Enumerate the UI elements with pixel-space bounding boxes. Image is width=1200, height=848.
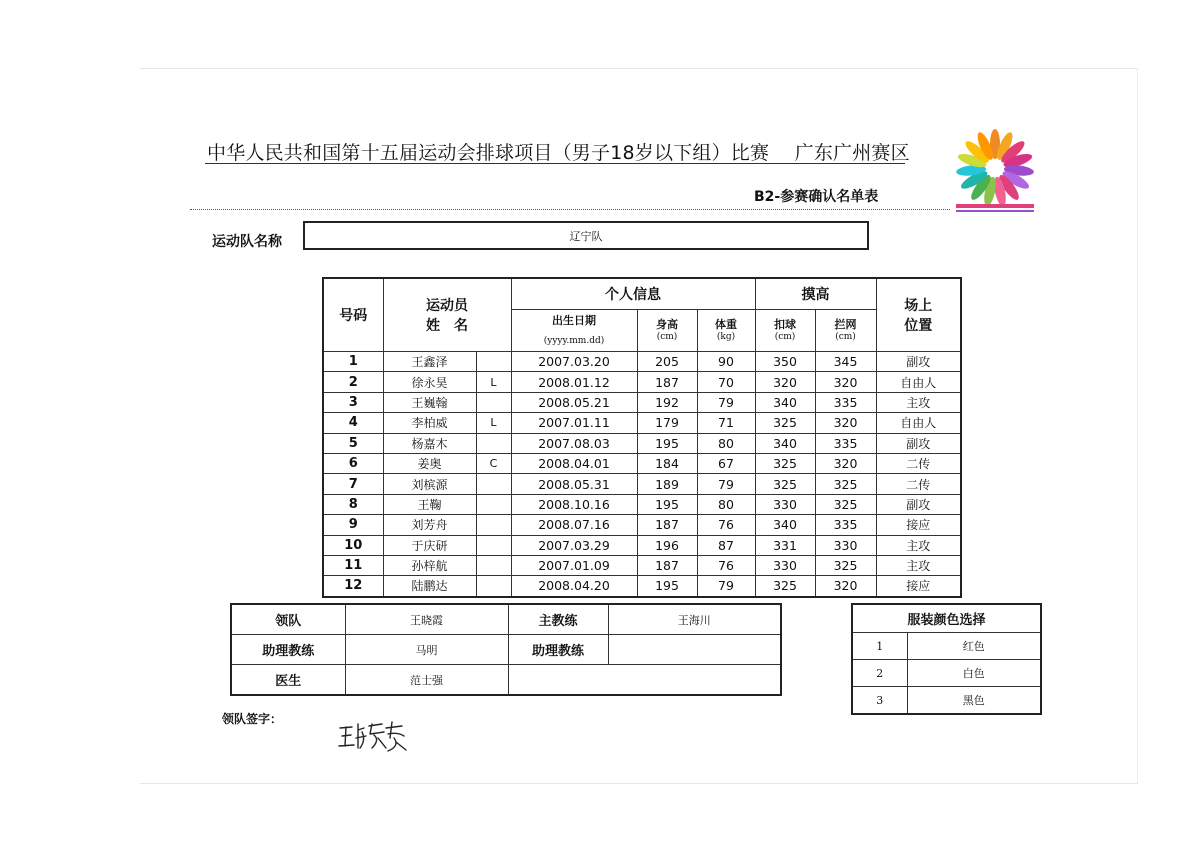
player-position: 副攻: [876, 433, 961, 453]
player-birth: 2007.03.20: [511, 352, 637, 372]
header-reach: 摸高: [755, 278, 876, 310]
header-number: 号码: [323, 278, 383, 352]
team-name-label: 运动队名称: [212, 234, 282, 250]
player-block: 335: [815, 433, 876, 453]
player-position: 二传: [876, 474, 961, 494]
player-weight: 71: [697, 413, 755, 433]
player-number: 4: [323, 413, 383, 433]
player-number: 2: [323, 372, 383, 392]
player-number: 9: [323, 515, 383, 535]
player-block: 330: [815, 535, 876, 555]
player-spike: 350: [755, 352, 815, 372]
player-number: 1: [323, 352, 383, 372]
player-mark: [476, 576, 511, 597]
player-weight: 87: [697, 535, 755, 555]
header-spike: [755, 310, 815, 352]
uniform-option-color: 白色: [907, 660, 1041, 687]
sheet-top-edge: [140, 68, 1138, 69]
header-birth-unit: (yyyy.mm.dd): [543, 335, 605, 346]
player-row: [323, 555, 961, 575]
player-row: [323, 433, 961, 453]
player-birth: 2008.04.01: [511, 453, 637, 473]
player-number: 3: [323, 392, 383, 412]
assistant-coach-label: 助理教练: [231, 635, 345, 665]
player-row: [323, 372, 961, 392]
player-mark: [476, 515, 511, 535]
player-name: 陆鹏达: [383, 576, 476, 597]
player-spike: 330: [755, 555, 815, 575]
staff-table: [230, 603, 782, 696]
roster-header-row: [323, 278, 961, 310]
player-birth: 2007.08.03: [511, 433, 637, 453]
head-coach-label: 主教练: [508, 604, 608, 635]
player-position: 接应: [876, 515, 961, 535]
player-block: 325: [815, 555, 876, 575]
player-birth: 2008.10.16: [511, 494, 637, 514]
uniform-option-number: 2: [852, 660, 907, 687]
uniform-option-color: 红色: [907, 633, 1041, 660]
player-position: 副攻: [876, 494, 961, 514]
header-athlete: [383, 278, 511, 352]
header-block-label: 拦网: [834, 317, 857, 331]
player-block: 325: [815, 474, 876, 494]
player-spike: 325: [755, 576, 815, 597]
player-spike: 340: [755, 392, 815, 412]
player-weight: 79: [697, 392, 755, 412]
player-row: [323, 515, 961, 535]
header-spike-unit: (cm): [774, 331, 796, 342]
staff-empty-cell: [508, 665, 781, 696]
header-weight-unit: (kg): [716, 331, 736, 342]
leader-label: 领队: [231, 604, 345, 635]
player-position: 自由人: [876, 413, 961, 433]
player-spike: 340: [755, 515, 815, 535]
player-name: 李柏威: [383, 413, 476, 433]
player-name: 王巍翰: [383, 392, 476, 412]
player-weight: 76: [697, 515, 755, 535]
player-weight: 90: [697, 352, 755, 372]
player-row: [323, 494, 961, 514]
player-birth: 2008.05.21: [511, 392, 637, 412]
player-row: [323, 474, 961, 494]
header-athlete-line1: 运动员: [426, 298, 468, 314]
header-height: [637, 310, 697, 352]
player-birth: 2008.01.12: [511, 372, 637, 392]
player-name: 徐永昊: [383, 372, 476, 392]
signature-label: 领队签字：: [222, 712, 283, 726]
player-birth: 2007.01.11: [511, 413, 637, 433]
player-weight: 70: [697, 372, 755, 392]
staff-row: [231, 635, 781, 665]
staff-row: [231, 665, 781, 696]
player-number: 12: [323, 576, 383, 597]
player-name: 孙梓航: [383, 555, 476, 575]
player-mark: [476, 392, 511, 412]
player-block: 320: [815, 372, 876, 392]
player-row: [323, 576, 961, 597]
dotted-divider: [190, 209, 950, 210]
player-row: [323, 453, 961, 473]
header-position-line1: 场上: [904, 298, 933, 314]
player-height: 195: [637, 433, 697, 453]
player-name: 王鑫泽: [383, 352, 476, 372]
uniform-color-table: [851, 603, 1042, 715]
form-code: B2-参赛确认名单表: [754, 189, 879, 205]
header-weight-label: 体重: [715, 317, 737, 331]
document-title: 中华人民共和国第十五届运动会排球项目（男子18岁以下组）比赛 广东广州赛区: [207, 142, 910, 164]
leader-value: 王晓霞: [345, 604, 508, 635]
header-birth-label: 出生日期: [552, 313, 596, 327]
player-height: 195: [637, 494, 697, 514]
header-birth: [511, 310, 637, 352]
player-mark: [476, 535, 511, 555]
player-weight: 79: [697, 474, 755, 494]
player-spike: 320: [755, 372, 815, 392]
player-name: 刘芳舟: [383, 515, 476, 535]
player-spike: 340: [755, 433, 815, 453]
player-position: 自由人: [876, 372, 961, 392]
leader-signature: [336, 718, 410, 754]
player-block: 320: [815, 576, 876, 597]
player-block: 325: [815, 494, 876, 514]
uniform-header-row: [852, 604, 1041, 633]
assistant-coach-2-label: 助理教练: [508, 635, 608, 665]
doctor-label: 医生: [231, 665, 345, 696]
header-position: [876, 278, 961, 352]
player-spike: 325: [755, 413, 815, 433]
player-mark: C: [476, 453, 511, 473]
uniform-option-row: [852, 660, 1041, 687]
player-weight: 80: [697, 494, 755, 514]
header-height-unit: (cm): [656, 331, 678, 342]
player-birth: 2008.07.16: [511, 515, 637, 535]
player-block: 335: [815, 392, 876, 412]
sheet-bottom-edge: [140, 783, 1138, 784]
player-height: 179: [637, 413, 697, 433]
header-athlete-line2: 姓 名: [426, 318, 468, 334]
player-weight: 80: [697, 433, 755, 453]
uniform-option-number: 3: [852, 687, 907, 715]
player-mark: [476, 352, 511, 372]
player-name: 于庆研: [383, 535, 476, 555]
player-number: 6: [323, 453, 383, 473]
player-height: 195: [637, 576, 697, 597]
player-name: 王鞠: [383, 494, 476, 514]
player-position: 接应: [876, 576, 961, 597]
sheet-right-edge: [1137, 68, 1138, 783]
games-logo-icon: [952, 124, 1038, 220]
player-height: 192: [637, 392, 697, 412]
player-position: 主攻: [876, 392, 961, 412]
player-mark: [476, 433, 511, 453]
player-number: 10: [323, 535, 383, 555]
player-block: 320: [815, 453, 876, 473]
player-row: [323, 413, 961, 433]
player-mark: [476, 474, 511, 494]
header-spike-label: 扣球: [774, 317, 796, 331]
player-mark: [476, 555, 511, 575]
header-block: [815, 310, 876, 352]
player-number: 11: [323, 555, 383, 575]
player-height: 205: [637, 352, 697, 372]
player-block: 320: [815, 413, 876, 433]
player-spike: 331: [755, 535, 815, 555]
uniform-option-row: [852, 687, 1041, 715]
player-row: [323, 352, 961, 372]
player-height: 196: [637, 535, 697, 555]
player-name: 姜奥: [383, 453, 476, 473]
header-weight: [697, 310, 755, 352]
player-height: 189: [637, 474, 697, 494]
player-weight: 76: [697, 555, 755, 575]
player-mark: L: [476, 413, 511, 433]
assistant-coach-value: 马明: [345, 635, 508, 665]
player-position: 副攻: [876, 352, 961, 372]
header-height-label: 身高: [656, 317, 678, 331]
player-number: 7: [323, 474, 383, 494]
player-spike: 325: [755, 453, 815, 473]
player-name: 刘槟源: [383, 474, 476, 494]
player-birth: 2008.05.31: [511, 474, 637, 494]
logo-petals: [956, 129, 1035, 207]
staff-row: [231, 604, 781, 635]
player-height: 184: [637, 453, 697, 473]
player-block: 335: [815, 515, 876, 535]
player-number: 8: [323, 494, 383, 514]
header-block-unit: (cm): [835, 331, 856, 342]
player-position: 主攻: [876, 535, 961, 555]
uniform-option-number: 1: [852, 633, 907, 660]
roster-table: [322, 277, 962, 598]
player-birth: 2007.03.29: [511, 535, 637, 555]
team-name-field: [303, 221, 869, 250]
doctor-value: 范士强: [345, 665, 508, 696]
player-mark: [476, 494, 511, 514]
player-height: 187: [637, 555, 697, 575]
uniform-option-row: [852, 633, 1041, 660]
uniform-color-title: 服装颜色选择: [852, 604, 1041, 633]
player-height: 187: [637, 515, 697, 535]
player-mark: L: [476, 372, 511, 392]
player-weight: 67: [697, 453, 755, 473]
player-row: [323, 392, 961, 412]
player-block: 345: [815, 352, 876, 372]
player-position: 主攻: [876, 555, 961, 575]
title-underline: [205, 163, 905, 164]
player-position: 二传: [876, 453, 961, 473]
header-position-line2: 位置: [904, 318, 933, 334]
player-birth: 2008.04.20: [511, 576, 637, 597]
player-weight: 79: [697, 576, 755, 597]
player-spike: 325: [755, 474, 815, 494]
assistant-coach-2-value: [608, 635, 781, 665]
head-coach-value: 王海川: [608, 604, 781, 635]
player-number: 5: [323, 433, 383, 453]
player-spike: 330: [755, 494, 815, 514]
header-personal-info: 个人信息: [511, 278, 755, 310]
uniform-option-color: 黑色: [907, 687, 1041, 715]
team-name-value: 辽宁队: [569, 229, 603, 243]
player-row: [323, 535, 961, 555]
player-height: 187: [637, 372, 697, 392]
player-name: 杨嘉木: [383, 433, 476, 453]
player-birth: 2007.01.09: [511, 555, 637, 575]
